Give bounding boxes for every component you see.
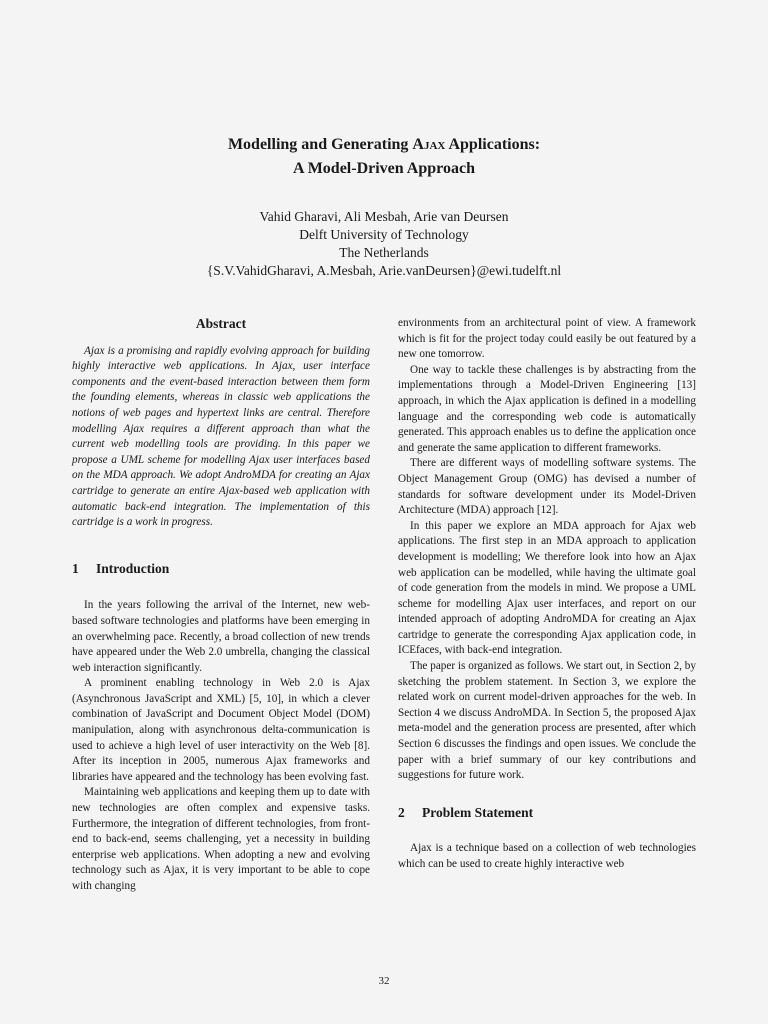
author-affiliation: Delft University of Technology — [299, 227, 469, 242]
author-country: The Netherlands — [339, 245, 429, 260]
title-line-2: A Model-Driven Approach — [293, 160, 475, 177]
body-paragraph: environments from an architectural point of view. A framework which is fit for the project today could easily be out featured by a new one tomorrow. — [398, 317, 696, 361]
section-1-heading: 1 Introduction — [72, 560, 170, 576]
intro-paragraph: Maintaining web applications and keeping them up to date with new technologies are often complex and expensive tasks. Furthermore, the integration of different technologies, from front-end to back-end, seems challenging, yet a necessity in building enterprise web applications. When adopting a new and evolving technology such as Ajax, it is very important to be able to cope with changing — [72, 786, 370, 892]
abstract-text: Ajax is a promising and rapidly evolving approach for building highly interactive web applications. In Ajax, user interface components and the event-based interaction between them form the founding elements, whereas in classic web applications the notions of web pages and hypertext links are central. Therefore modelling Ajax requires a different approach than what the current web modelling tools are providing. In this paper we propose a UML scheme for modelling Ajax user interfaces based on the MDA approach. We adopt AndroMDA for creating an Ajax cartridge to generate an entire Ajax-based web application with automatic back-end integration. The implementation of this cartridge is a work in progress. — [72, 344, 370, 529]
author-names: Vahid Gharavi, Ali Mesbah, Arie van Deursen — [259, 209, 509, 224]
page-number: 32 — [378, 975, 390, 987]
problem-paragraph: Ajax is a technique based on a collection of web technologies which can be used to create highly interactive web — [398, 842, 696, 870]
body-paragraph: There are different ways of modelling software systems. The Object Management Group (OMG) has devised a number of standards for software development under its Model-Driven Architecture (MDA) approach [12]. — [398, 457, 696, 517]
author-block — [0, 208, 768, 280]
intro-paragraph: In the years following the arrival of the Internet, new web-based software technologies and platforms have been emerging in an overwhelming pace. Recently, a broad collection of new trends have appeared under the Web 2.0 umbrella, changing the classical web interaction significantly. — [72, 599, 370, 674]
section-2-heading: 2 Problem Statement — [398, 804, 534, 820]
body-paragraph: In this paper we explore an MDA approach for Ajax web applications. The first step in an MDA approach to application development is modelling; We therefore look into how an Ajax web application can be modelled, while having the ultimate goal of code generation from the models in mind. We propose a UML scheme for modelling Ajax user interfaces, and report on our intended approach of adopting AndroMDA for creating an Ajax cartridge to generate the corresponding Ajax application code, in ICEfaces, with back-end integration. — [398, 519, 696, 657]
author-email: {S.V.VahidGharavi, A.Mesbah, Arie.vanDeursen}@ewi.tudelft.nl — [206, 263, 562, 278]
left-column — [72, 316, 370, 895]
body-paragraph: The paper is organized as follows. We start out, in Section 2, by sketching the problem statement. In Section 3, we explore the related work on current model-driven approaches for the web. In Section 4 we discuss AndroMDA. In Section 5, the proposed Ajax meta-model and the generation process are presented, after which Section 6 discusses the findings and open issues. We conclude the paper with a brief summary of our key contributions and suggestions for future work. — [398, 660, 696, 782]
intro-paragraph: A prominent enabling technology in Web 2.0 is Ajax (Asynchronous JavaScript and XML) [5, 10], in which a clever combination of JavaScript and Document Object Model (DOM) manipulation, along with asynchronous delta-communication is used to achieve a high level of user interactivity on the Web [8]. After its inception in 2005, numerous Ajax frameworks and libraries have appeared and the technology has been evolving fast. — [72, 677, 370, 783]
title-line-1: Modelling and Generating Ajax Applications: — [227, 136, 541, 153]
abstract-heading: Abstract — [195, 316, 247, 331]
body-paragraph: One way to tackle these challenges is by abstracting from the implementations through a Model-Driven Engineering [13] approach, in which the Ajax application is defined in a modelling language and the corresponding web code is automatically generated. This approach enables us to define the application once and generate the same application to different frameworks. — [398, 363, 696, 454]
right-column — [398, 316, 696, 873]
